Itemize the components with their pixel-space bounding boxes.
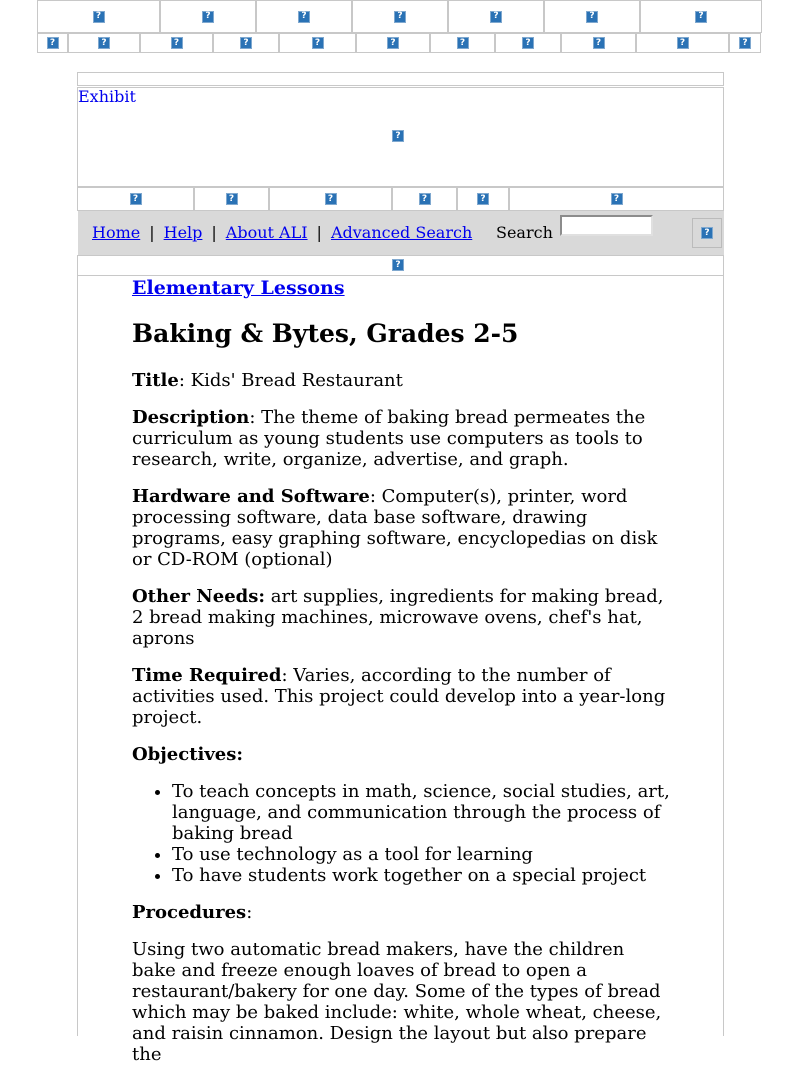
- section-nav-cell[interactable]: [194, 187, 269, 211]
- about-link[interactable]: About ALI: [225, 223, 308, 242]
- page-title: Baking & Bytes, Grades 2-5: [132, 319, 519, 348]
- broken-image-icon[interactable]: ?: [586, 11, 598, 23]
- broken-image-icon[interactable]: ?: [93, 11, 105, 23]
- title-label: Title: [132, 370, 179, 391]
- procedures-heading: [132, 902, 672, 923]
- broken-image-icon[interactable]: ?: [695, 11, 707, 23]
- nav-separator: |: [149, 223, 155, 242]
- sub-nav-cell[interactable]: [636, 33, 729, 53]
- main-content: [132, 276, 672, 1081]
- broken-image-icon[interactable]: ?: [477, 193, 489, 205]
- elementary-lessons-link[interactable]: Elementary Lessons: [132, 277, 345, 299]
- broken-image-icon[interactable]: ?: [325, 193, 337, 205]
- objectives-label: Objectives:: [132, 744, 244, 765]
- banner: [77, 87, 724, 187]
- content-header-image: [392, 259, 404, 271]
- list-item: • To teach concepts in math, science, social studies, art, language, and communication through the process of baking bread: [172, 781, 672, 844]
- title-value: : Kids' Bread Restaurant: [178, 370, 403, 391]
- sub-nav-cell[interactable]: [279, 33, 356, 53]
- other-needs-value: art supplies, ingredients for making bread, 2 bread making machines, microwave ovens, chef's hat, aprons: [132, 586, 664, 649]
- description-field: [132, 407, 672, 470]
- sub-nav-cell[interactable]: [140, 33, 213, 53]
- top-nav-cell[interactable]: [160, 0, 256, 33]
- top-nav-row-2: [37, 33, 761, 53]
- hardware-field: [132, 486, 672, 570]
- sub-nav-cell[interactable]: [68, 33, 140, 53]
- broken-image-icon[interactable]: ?: [47, 37, 59, 49]
- search-label: Search: [496, 223, 553, 242]
- broken-image-icon[interactable]: ?: [98, 37, 110, 49]
- help-link[interactable]: Help: [163, 223, 203, 242]
- banner-image: [392, 130, 404, 142]
- nav-separator: |: [211, 223, 217, 242]
- top-nav-row-1: [37, 0, 762, 33]
- broken-image-icon[interactable]: ?: [394, 11, 406, 23]
- broken-image-icon[interactable]: ?: [240, 37, 252, 49]
- top-nav-cell[interactable]: [448, 0, 544, 33]
- top-nav-cell[interactable]: [544, 0, 640, 33]
- list-item: • To have students work together on a special project: [172, 865, 672, 886]
- hardware-label: Hardware and Software: [132, 486, 370, 507]
- broken-image-icon[interactable]: ?: [611, 193, 623, 205]
- other-needs-field: [132, 586, 672, 649]
- nav-separator: |: [316, 223, 322, 242]
- broken-image-icon[interactable]: ?: [312, 37, 324, 49]
- section-nav-cell[interactable]: [392, 187, 457, 211]
- sub-nav-cell[interactable]: [729, 33, 761, 53]
- sub-nav-cell[interactable]: [37, 33, 68, 53]
- header-spacer: [77, 72, 724, 86]
- top-nav-cell[interactable]: [37, 0, 160, 33]
- sub-nav-cell[interactable]: [356, 33, 430, 53]
- broken-image-icon[interactable]: ?: [226, 193, 238, 205]
- section-nav-cell[interactable]: [457, 187, 509, 211]
- time-required-label: Time Required: [132, 665, 282, 686]
- broken-image-icon[interactable]: ?: [419, 193, 431, 205]
- advanced-search-link[interactable]: Advanced Search: [330, 223, 473, 242]
- search-go-button[interactable]: [692, 218, 722, 248]
- procedures-label: Procedures: [132, 902, 247, 923]
- hardware-value: : Computer(s), printer, word processing software, data base software, drawing programs, easy graphing software, encyclopedias on disk or CD-ROM (optional): [132, 486, 658, 570]
- sub-nav-cell[interactable]: [430, 33, 495, 53]
- section-nav-row: [77, 187, 724, 211]
- nav-links: [92, 223, 472, 242]
- objectives-heading: [132, 744, 672, 765]
- broken-image-icon[interactable]: ?: [677, 37, 689, 49]
- sub-nav-cell[interactable]: [561, 33, 636, 53]
- list-item: • To use technology as a tool for learning: [172, 844, 672, 865]
- sub-nav-cell[interactable]: [495, 33, 561, 53]
- section-nav-cell[interactable]: [269, 187, 392, 211]
- broken-image-icon[interactable]: ?: [171, 37, 183, 49]
- section-nav-cell[interactable]: [509, 187, 724, 211]
- broken-image-icon[interactable]: ?: [593, 37, 605, 49]
- broken-image-icon[interactable]: ?: [457, 37, 469, 49]
- time-required-value: : Varies, according to the number of activities used. This project could develop into a year-long project.: [132, 665, 666, 728]
- broken-image-icon[interactable]: ?: [739, 37, 751, 49]
- procedures-text: Using two automatic bread makers, have the children bake and freeze enough loaves of bread to open a restaurant/bakery for one day. Some of the types of bread which may be baked include: white, whole wheat, cheese, and raisin cinnamon. Design the layout but also prepare the: [132, 939, 662, 1065]
- content-header-bar: [77, 255, 724, 276]
- top-nav-cell[interactable]: [352, 0, 448, 33]
- broken-image-icon[interactable]: ?: [298, 11, 310, 23]
- time-required-field: [132, 665, 672, 728]
- objectives-list: [132, 781, 672, 886]
- other-needs-label: Other Needs:: [132, 586, 266, 607]
- section-nav-cell[interactable]: [77, 187, 194, 211]
- exhibit-link[interactable]: Exhibit: [78, 87, 136, 106]
- broken-image-icon[interactable]: ?: [387, 37, 399, 49]
- nav-bar: [78, 211, 724, 255]
- description-value: : The theme of baking bread permeates the curriculum as young students use computers as tools to research, write, organize, advertise, and graph.: [132, 407, 646, 470]
- broken-image-icon[interactable]: ?: [130, 193, 142, 205]
- broken-image-icon[interactable]: ?: [202, 11, 214, 23]
- broken-image-icon: ?: [392, 259, 404, 271]
- title-field: [132, 370, 672, 391]
- sub-nav-cell[interactable]: [213, 33, 279, 53]
- procedures-colon: :: [246, 902, 253, 923]
- home-link[interactable]: Home: [92, 223, 141, 242]
- top-nav-cell[interactable]: [640, 0, 762, 33]
- broken-image-icon[interactable]: ?: [701, 227, 713, 239]
- top-nav-cell[interactable]: [256, 0, 352, 33]
- broken-image-icon[interactable]: ?: [490, 11, 502, 23]
- description-label: Description: [132, 407, 250, 428]
- broken-image-icon[interactable]: ?: [522, 37, 534, 49]
- search-input[interactable]: [560, 215, 653, 236]
- broken-image-icon: ?: [392, 130, 404, 142]
